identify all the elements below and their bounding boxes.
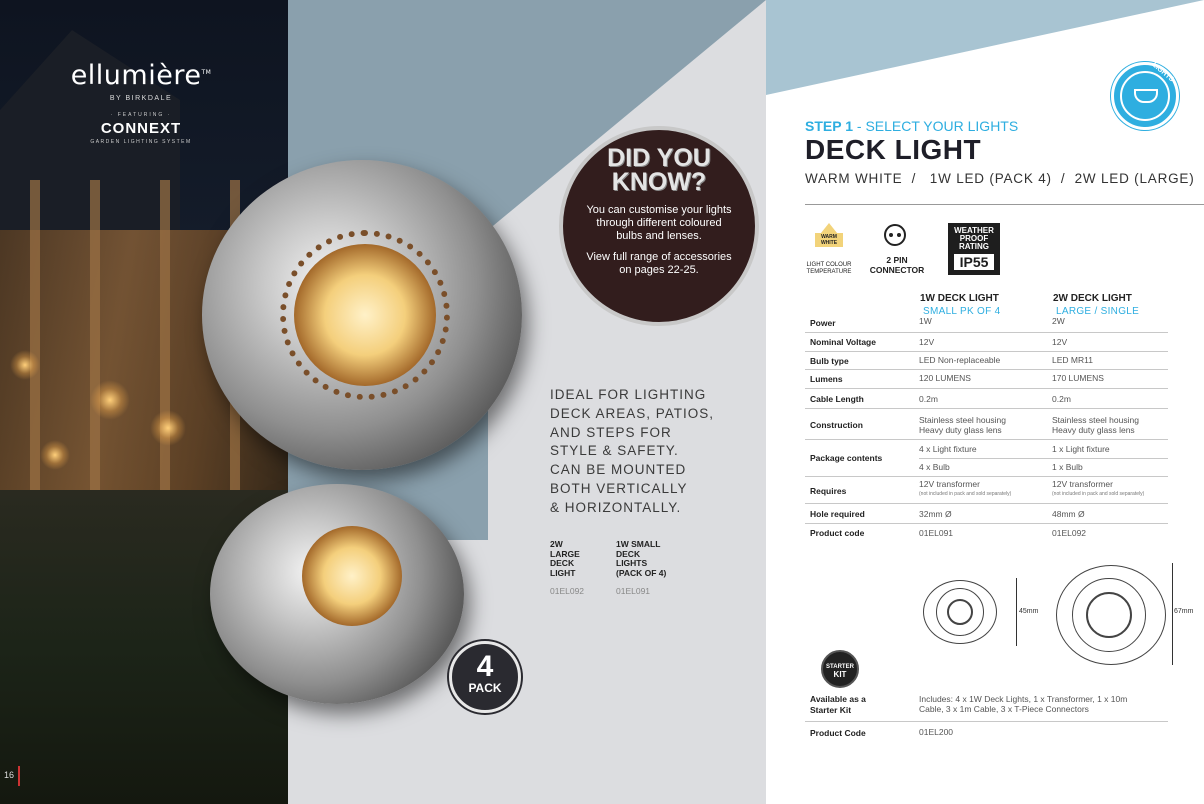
page-title: DECK LIGHT — [805, 134, 982, 165]
row-value: 120 LUMENS — [919, 373, 971, 383]
ip-line: WEATHER — [954, 226, 994, 235]
lamp-glow — [90, 380, 130, 420]
value-line: Stainless steel housing — [1052, 415, 1139, 425]
row-value — [1052, 479, 1144, 499]
row-value: 0.2m — [1052, 394, 1071, 404]
value-line: (not included in pack and sold separately) — [1052, 491, 1145, 497]
title-divider — [805, 204, 1204, 205]
row-value: 01EL091 — [919, 528, 954, 538]
row-divider — [805, 332, 1168, 333]
row-label: Bulb type — [810, 356, 849, 366]
row-value: 12V — [1052, 337, 1068, 347]
lamp-glow — [150, 410, 186, 446]
value-line: Heavy duty glass lens — [1052, 425, 1135, 435]
column-subtitle: LARGE / SINGLE — [1056, 306, 1140, 317]
row-label: Power — [810, 318, 836, 328]
row-divider — [805, 523, 1168, 524]
row-divider — [919, 458, 1168, 459]
row-label: Requires — [810, 486, 847, 496]
row-divider — [805, 369, 1168, 370]
step-number: STEP 1 — [805, 118, 853, 134]
light-lens — [302, 526, 402, 626]
starter-label-line: Starter Kit — [810, 705, 852, 715]
lamp-glow — [40, 440, 70, 470]
right-page — [766, 0, 1204, 804]
label-line: LIGHTS — [616, 558, 648, 568]
did-you-know-body: You can customise your lights through different coloured bulbs and lenses. — [586, 204, 732, 242]
column-title: 1W DECK LIGHT — [920, 293, 999, 304]
lights-badge-label: LIGHTS — [1150, 61, 1175, 84]
label-line: LIGHT — [550, 567, 576, 578]
did-you-know-body-2: View full range of accessories on pages 22-25. — [586, 251, 732, 276]
large-deck-light-image — [202, 160, 522, 470]
row-divider — [805, 721, 1168, 722]
row-label: Hole required — [810, 509, 865, 519]
small-dimension-label: 45mm — [1019, 608, 1039, 615]
label-line: LIGHT COLOUR — [806, 262, 852, 268]
lamp-glow — [10, 350, 40, 380]
small-deck-light-image — [210, 484, 464, 704]
row-value: 12V — [919, 337, 935, 347]
step-text: - SELECT YOUR LIGHTS — [853, 118, 1019, 134]
dimension-line — [1172, 563, 1173, 665]
row-value: 2W — [1052, 316, 1065, 326]
deck-post — [30, 180, 40, 490]
includes-line: Cable, 3 x 1m Cable, 3 x T-Piece Connectors — [919, 704, 1089, 714]
starter-badge-line: KIT — [833, 670, 847, 679]
row-label: Lumens — [810, 374, 843, 384]
connext-logo: CONNEXT — [100, 120, 182, 137]
brand-by: BY BIRKDALE — [109, 95, 173, 102]
ideal-line: IDEAL FOR LIGHTING — [550, 387, 707, 402]
row-value: 1W — [919, 316, 932, 326]
light-colour-label — [802, 262, 856, 276]
starter-code-label: Product Code — [810, 728, 866, 738]
row-divider — [805, 439, 1168, 440]
value-line: 1 x Bulb — [1052, 462, 1083, 472]
ideal-line: & HORIZONTALLY. — [550, 499, 682, 515]
page-marker — [18, 766, 20, 786]
ip-line: PROOF — [959, 234, 989, 243]
starter-badge-line: STARTER — [826, 664, 854, 670]
ideal-line: DECK AREAS, PATIOS, — [550, 405, 715, 421]
row-value: 01EL092 — [1052, 528, 1087, 538]
row-value: LED MR11 — [1052, 355, 1093, 365]
row-divider — [805, 351, 1168, 352]
row-label: Nominal Voltage — [810, 337, 876, 347]
large-dimension-label: 67mm — [1174, 608, 1194, 615]
value-line: 4 x Bulb — [919, 462, 950, 472]
column-title: 2W DECK LIGHT — [1053, 293, 1132, 304]
value-line: (not included in pack and sold separately) — [919, 491, 1012, 497]
label-line: 2 PIN — [886, 255, 908, 265]
ip-line: RATING — [958, 242, 990, 251]
row-divider — [805, 408, 1168, 409]
label-line: TEMPERATURE — [806, 269, 852, 275]
starter-kit-label — [810, 694, 866, 716]
connext-subtitle: GARDEN LIGHTING SYSTEM — [90, 139, 192, 145]
ideal-line: STYLE & SAFETY. — [550, 443, 679, 459]
pack-text: PACK — [468, 681, 502, 695]
ip-value: IP55 — [954, 254, 994, 270]
product-code-1w: 01EL091 — [616, 586, 651, 596]
row-divider — [805, 388, 1168, 389]
row-divider — [805, 476, 1168, 477]
light-lens — [294, 244, 436, 386]
large-light-drawing-lens — [1086, 592, 1132, 638]
row-value: LED Non-replaceable — [919, 355, 1001, 365]
value-line: 4 x Light fixture — [919, 444, 977, 454]
warm-white-badge: WARM WHITE — [815, 233, 843, 247]
product-code-2w: 01EL092 — [550, 586, 585, 596]
row-value — [919, 415, 1006, 435]
ideal-line: CAN BE MOUNTED — [550, 462, 687, 478]
trademark: TM — [201, 69, 212, 76]
product-label-2w — [550, 540, 580, 578]
row-value: 170 LUMENS — [1052, 373, 1104, 383]
ideal-line: AND STEPS FOR — [550, 424, 672, 440]
starter-kit-includes — [919, 694, 1127, 714]
four-pack-badge — [449, 641, 521, 713]
value-line: Stainless steel housing — [919, 415, 1006, 425]
row-value — [919, 479, 1011, 499]
brand-featuring: · FEATURING · — [110, 112, 172, 118]
lights-badge — [1111, 62, 1179, 130]
row-divider — [805, 503, 1168, 504]
column-subtitle: SMALL PK OF 4 — [923, 306, 1001, 317]
product-label-1w — [616, 540, 666, 578]
connector-label — [866, 255, 928, 275]
starter-label-line: Available as a — [810, 694, 866, 704]
ideal-line: BOTH VERTICALLY — [550, 480, 688, 496]
label-line: 1W SMALL — [616, 539, 661, 549]
row-value — [1052, 415, 1139, 435]
starter-code-value: 01EL200 — [919, 727, 954, 737]
value-line: 12V transformer — [1052, 479, 1113, 489]
page-number: 16 — [4, 770, 15, 780]
ip55-rating-icon — [948, 223, 1000, 275]
row-label: Cable Length — [810, 394, 864, 404]
two-pin-connector-icon — [884, 224, 906, 246]
brand-logo — [0, 60, 282, 145]
value-line: 12V transformer — [919, 479, 980, 489]
did-you-know-bubble — [559, 126, 759, 326]
starter-kit-badge — [821, 650, 859, 688]
row-value: 32mm Ø — [919, 509, 952, 519]
row-label: Package contents — [810, 453, 883, 463]
includes-line: Includes: 4 x 1W Deck Lights, 1 x Transformer, 1 x 10m — [919, 694, 1128, 704]
row-value: 0.2m — [919, 394, 938, 404]
label-line: DECK — [550, 558, 575, 568]
label-line: DECK — [616, 548, 641, 559]
label-line: CONNECTOR — [869, 265, 925, 275]
small-light-drawing-lens — [947, 599, 973, 625]
dimension-line — [1016, 578, 1017, 646]
pack-number: 4 — [476, 650, 494, 683]
row-label: Product code — [810, 528, 865, 538]
row-label: Construction — [810, 420, 863, 430]
ideal-text — [550, 386, 750, 518]
step-heading — [805, 118, 1018, 134]
did-you-know-line1: DID YOU — [607, 144, 711, 172]
page-subtitle: WARM WHITE / 1W LED (PACK 4) / 2W LED (LARGE) — [805, 171, 1195, 186]
value-line: 1 x Light fixture — [1052, 444, 1110, 454]
label-line: 2W — [550, 539, 563, 549]
deck-post — [90, 180, 100, 490]
column-header-2w — [1053, 292, 1139, 318]
column-header-1w — [920, 292, 1000, 318]
row-value: 48mm Ø — [1052, 509, 1085, 519]
value-line: Heavy duty glass lens — [919, 425, 1002, 435]
label-line: LARGE — [550, 548, 580, 559]
label-line: (PACK OF 4) — [616, 567, 667, 578]
brand-name: ellumière — [70, 60, 202, 91]
warm-white-icon — [815, 223, 843, 245]
did-you-know-line2: KNOW? — [611, 168, 707, 196]
